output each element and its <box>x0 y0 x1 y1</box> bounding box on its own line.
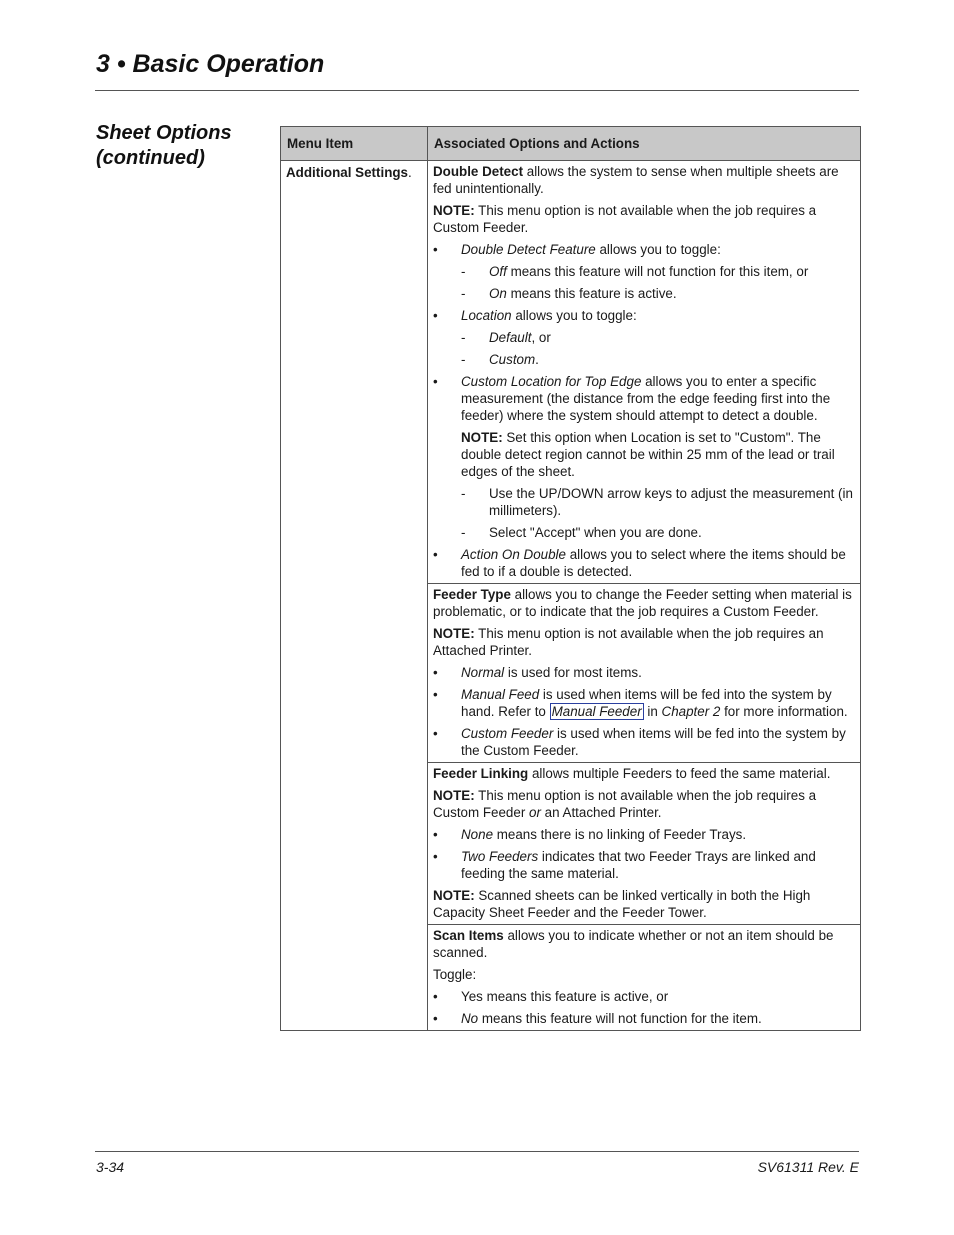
list-item: • Action On Double allows you to select where the items should be fed to if a double is detected. <box>433 546 854 580</box>
menu-item-label: Additional Settings <box>286 165 408 180</box>
section-title-line1: Sheet Options <box>96 122 232 144</box>
feeder-linking-note2: NOTE: Scanned sheets can be linked vertically in both the High Capacity Sheet Feeder and the Feeder Tower. <box>433 888 811 920</box>
feeder-type-intro: Feeder Type allows you to change the Feeder setting when material is problematic, or to indicate that the job requires a Custom Feeder. <box>433 587 852 619</box>
chapter-title: 3 • Basic Operation <box>96 50 325 78</box>
list-item: • Location allows you to toggle: <box>433 307 854 324</box>
list-item: • Custom Location for Top Edge allows you to enter a specific measurement (the distance from the edge feeding first into the feeder) where the system should attempt to detect a double. <box>433 373 854 424</box>
feeder-linking-note: NOTE: This menu option is not available when the job requires a Custom Feeder or an Attached Printer. <box>433 788 817 820</box>
scan-items-cell <box>428 925 861 1031</box>
feeder-linking-cell <box>428 763 861 925</box>
options-table <box>280 126 861 1031</box>
section-title-line2: (continued) <box>96 147 205 169</box>
section-title <box>96 121 266 171</box>
list-item: • No means this feature will not function for the item. <box>433 1010 854 1027</box>
custom-location-note: NOTE: Set this option when Location is set to "Custom". The double detect region cannot be within 25 mm of the lead or trail edges of the sheet. <box>461 430 835 479</box>
list-item: • Custom Feeder is used when items will be fed into the system by the Custom Feeder. <box>433 725 854 759</box>
feeder-type-note: NOTE: This menu option is not available when the job requires an Attached Printer. <box>433 626 824 658</box>
page-number: 3-34 <box>96 1159 125 1175</box>
footer-rule <box>95 1151 859 1152</box>
list-item: - Custom. <box>433 351 854 368</box>
table-row <box>281 161 861 584</box>
list-item: • Manual Feed is used when items will be fed into the system by hand. Refer to Manual Feeder in Chapter 2 for more information. <box>433 686 854 720</box>
manual-feeder-link[interactable]: Manual Feeder <box>551 704 642 719</box>
list-item: - Default, or <box>433 329 854 346</box>
list-item: • None means there is no linking of Feeder Trays. <box>433 826 854 843</box>
list-item: - Use the UP/DOWN arrow keys to adjust the measurement (in millimeters). <box>433 485 854 519</box>
header-rule <box>95 90 859 91</box>
col-header-actions: Associated Options and Actions <box>428 127 861 161</box>
double-detect-intro: Double Detect allows the system to sense when multiple sheets are fed unintentionally. <box>433 164 839 196</box>
list-item: - Select "Accept" when you are done. <box>433 524 854 541</box>
list-item: • Normal is used for most items. <box>433 664 854 681</box>
double-detect-cell <box>428 161 861 584</box>
list-item: - On means this feature is active. <box>433 285 854 302</box>
menu-item-cell: Additional Settings. <box>281 161 428 1031</box>
double-detect-note: NOTE: This menu option is not available when the job requires a Custom Feeder. <box>433 203 817 235</box>
list-item: - Off means this feature will not function for this item, or <box>433 263 854 280</box>
scan-items-toggle-label: Toggle: <box>433 967 477 982</box>
doc-id: SV61311 Rev. E <box>757 1159 859 1175</box>
scan-items-intro: Scan Items allows you to indicate whether or not an item should be scanned. <box>433 928 834 960</box>
col-header-menu-item: Menu Item <box>281 127 428 161</box>
list-item: • Two Feeders indicates that two Feeder Trays are linked and feeding the same material. <box>433 848 854 882</box>
feeder-linking-intro: Feeder Linking allows multiple Feeders to feed the same material. <box>433 766 831 781</box>
table-header-row <box>281 127 861 161</box>
list-item: • Yes means this feature is active, or <box>433 988 854 1005</box>
list-item: • Double Detect Feature allows you to toggle: <box>433 241 854 258</box>
feeder-type-cell <box>428 584 861 763</box>
